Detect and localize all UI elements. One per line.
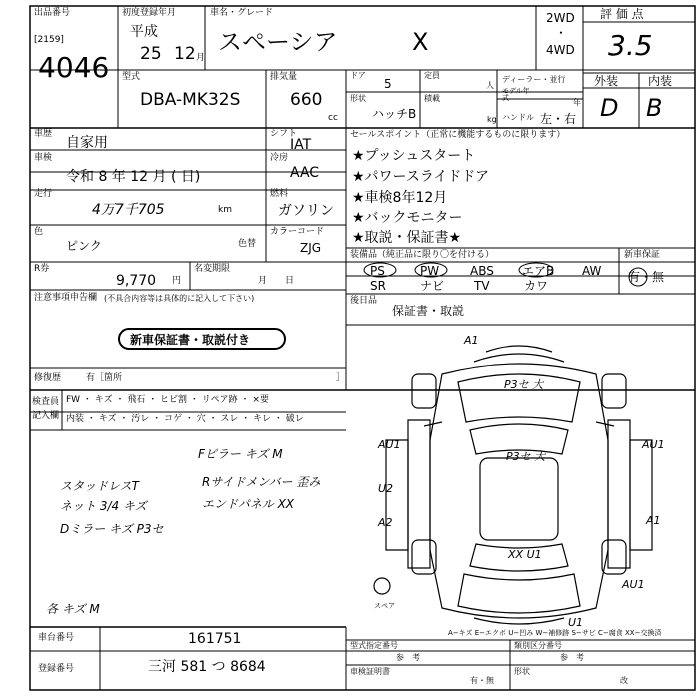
score: 3.5 <box>608 29 653 62</box>
model-year-label: モデル年式 <box>502 87 530 102</box>
type-num-label: 型式指定番号 <box>350 641 398 650</box>
recycle-label: R券 <box>34 264 50 274</box>
mark-u2: U2 <box>378 482 394 495</box>
inspector-note: 各 キズ M <box>46 602 100 616</box>
equip-leather: カワ <box>524 279 549 293</box>
color: ピンク <box>66 239 102 253</box>
first-reg-label: 初度登録年月 <box>122 8 177 18</box>
load-unit: kg <box>487 115 497 124</box>
shift: IAT <box>290 137 312 153</box>
repair-value: 有［箇所 <box>86 373 123 383</box>
cert-label: 車検証明書 <box>350 667 390 676</box>
handle: 左・右 <box>540 112 577 126</box>
recycle-unit: 円 <box>172 276 182 286</box>
reg-year: 25 <box>140 44 162 64</box>
door-label: ドア <box>350 71 366 80</box>
rank-day: 月 日 <box>258 276 295 286</box>
shift-label: シフト <box>270 129 298 139</box>
load-label: 積載 <box>424 94 440 103</box>
ref-label-2: 参 考 <box>560 653 584 662</box>
int-label: 内装 <box>648 74 673 88</box>
selling-point: ★バックモニター <box>352 210 463 226</box>
after-value: 保証書・取説 <box>392 304 465 318</box>
equip-abs: ABS <box>470 264 494 278</box>
recycle-fee: 9,770 <box>116 273 157 289</box>
car-damage-diagram <box>346 330 695 640</box>
notes-label: 注意事項申告欄 <box>34 293 98 303</box>
car-name: スペーシア <box>218 28 338 56</box>
form-value: 改 <box>620 676 628 685</box>
mark-a1-front: A1 <box>464 334 479 347</box>
equip-aw: AW <box>582 264 602 278</box>
drive-2wd: 2WD <box>546 11 575 25</box>
new-car-warranty-label: 新車保証 <box>624 250 661 260</box>
inspect-value: 令和 8 年 12 月 ( 日) <box>66 169 201 185</box>
equip-tv: TV <box>474 279 490 293</box>
disp-unit: cc <box>328 113 338 123</box>
cat-num-label: 類別区分番号 <box>514 641 562 650</box>
mark-a1-right: A1 <box>646 514 661 527</box>
lot-number: 4046 <box>38 51 110 84</box>
legend-exterior: FW ・ キズ ・ 飛石 ・ ヒビ割 ・ リペア跡 ・ ×要 <box>66 395 269 405</box>
handle-label: ハンドル <box>502 113 534 122</box>
mark-au1-rear: AU1 <box>622 578 645 591</box>
shape: ハッチB <box>372 107 417 121</box>
inspector-note: Rサイドメンバー 歪み <box>202 475 321 489</box>
grade: X <box>412 28 429 56</box>
history-value: 自家用 <box>66 135 108 151</box>
equip-ps: PS <box>370 264 385 278</box>
era: 平成 <box>130 24 158 40</box>
score-label: 評 価 点 <box>600 7 644 21</box>
inspector-label-a: 検査員 <box>32 397 60 407</box>
equip-sr: SR <box>370 279 386 293</box>
color-code: ZJG <box>300 241 322 255</box>
selling-point: ★パワースライドドア <box>352 169 490 185</box>
inspect-label: 車検 <box>34 153 53 163</box>
selling-point: ★取説・保証書★ <box>352 230 462 246</box>
mark-hood: P3セ 大 <box>504 378 544 391</box>
warranty-stamp-text: 新車保証書・取説付き <box>130 333 251 347</box>
lot-label: 出品番号 <box>34 8 71 18</box>
ext-grade: D <box>600 94 619 122</box>
month-unit: 月 <box>196 53 206 63</box>
notes-sublabel: (不具合内容等は具体的に記入して下さい) <box>104 294 255 303</box>
form-label: 形状 <box>514 667 530 676</box>
chassis-number: 161751 <box>188 631 242 647</box>
inspector-label-b: 記入欄 <box>32 411 60 421</box>
door-count: 5 <box>384 77 392 91</box>
history-label: 車歴 <box>34 129 53 139</box>
inspector-note: Fピラー キズ M <box>198 447 283 461</box>
equip-navi: ナビ <box>420 279 445 293</box>
mark-a2: A2 <box>378 516 393 529</box>
mark-au1-right: AU1 <box>642 438 665 451</box>
mark-xx: XX U1 <box>508 548 542 561</box>
inspector-note: ネット 3/4 キズ <box>60 499 147 513</box>
ac: AAC <box>290 165 320 181</box>
rank-label: 名変期限 <box>194 264 231 274</box>
ac-label: 冷房 <box>270 153 289 163</box>
drive-4wd: 4WD <box>546 43 575 57</box>
plate-number: 三河 581 つ 8684 <box>148 659 266 675</box>
displacement: 660 <box>290 90 323 110</box>
diagram-legend: A−キズ E−エクボ U−凹み W−補修跡 S−サビ C−腐食 XX−交換済 <box>448 629 662 637</box>
drive-dot: ・ <box>555 26 568 40</box>
disp-label: 排気量 <box>270 72 298 82</box>
mark-au1-left: AU1 <box>378 438 401 451</box>
color-change-label: 色替 <box>238 239 257 249</box>
car-name-label: 車名・グレード <box>210 8 274 18</box>
lot-code: [2159] <box>34 35 64 45</box>
dealer-label: ディーラー・並行 <box>502 75 566 84</box>
selling-label: セールスポイント（正常に機能するものに限ります） <box>350 130 566 140</box>
capacity-unit: 人 <box>486 81 494 90</box>
repair-label: 修復歴 <box>34 373 62 383</box>
equip-pw: PW <box>420 264 440 278</box>
legend-interior: 内装 ・ キズ ・ 汚レ ・ コゲ ・ 穴 ・ スレ ・ キレ ・ 破レ <box>66 414 304 424</box>
ref-label-1: 参 考 <box>396 653 420 662</box>
mileage-label: 走行 <box>34 189 53 199</box>
chassis-label: 車台番号 <box>38 633 75 643</box>
warranty-stamp <box>118 328 286 350</box>
int-grade: B <box>646 94 663 122</box>
inspector-note: Dミラー キズ P3セ <box>60 522 164 536</box>
year-unit: 年 <box>573 98 581 107</box>
mileage: 4万7千705 <box>92 202 165 218</box>
repair-bracket: ］ <box>336 373 346 383</box>
spare-label: スペア <box>374 602 395 610</box>
after-label: 後日品 <box>350 296 378 306</box>
mark-u1-rear: U1 <box>568 616 584 629</box>
inspector-note: スタッドレスT <box>60 479 139 493</box>
equip-airbag: エアB <box>522 264 555 278</box>
new-car-warranty-value: 有・無 <box>628 270 665 284</box>
model-label: 型式 <box>122 72 141 82</box>
fuel: ガソリン <box>278 203 334 219</box>
shape-label: 形状 <box>350 94 366 103</box>
ext-label: 外装 <box>594 74 619 88</box>
equipment-label: 装備品（純正品に限り〇を付ける） <box>350 250 495 260</box>
mileage-unit: km <box>218 205 232 215</box>
plate-label: 登録番号 <box>38 664 75 674</box>
reg-month: 12 <box>174 44 196 64</box>
mark-roof: P3セ 大 <box>506 450 546 463</box>
color-label: 色 <box>34 227 44 237</box>
color-code-label: カラーコード <box>270 227 325 237</box>
model: DBA-MK32S <box>140 90 241 110</box>
capacity-label: 定員 <box>424 71 440 80</box>
cert-value: 有・無 <box>470 676 494 685</box>
inspector-note: エンドパネル XX <box>202 497 295 511</box>
selling-point: ★車検8年12月 <box>352 190 448 206</box>
selling-point: ★プッシュスタート <box>352 148 476 164</box>
fuel-label: 燃料 <box>270 189 289 199</box>
